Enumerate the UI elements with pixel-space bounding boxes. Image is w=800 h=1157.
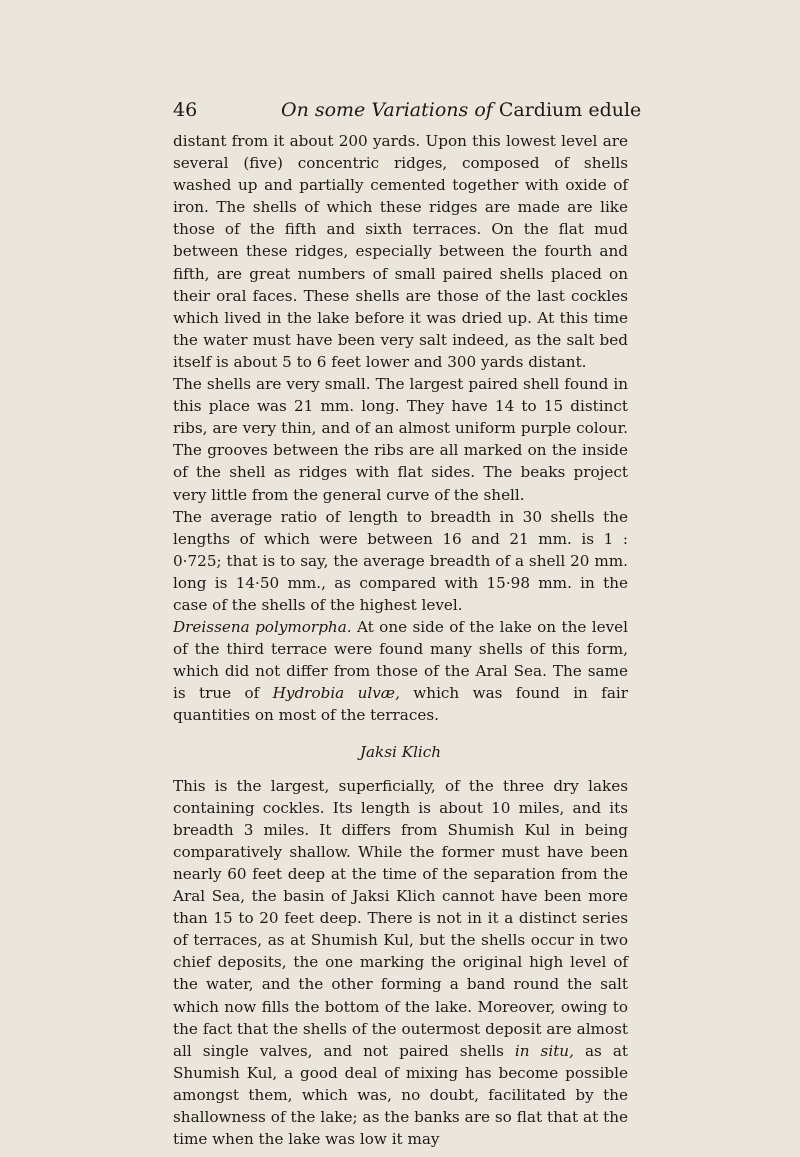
species-hydrobia: Hydrobia ulvæ,: [272, 684, 400, 703]
title-italic-of: of: [474, 99, 493, 121]
jaksi-text-1: This is the largest, superficially, of the three dry lakes containing cockles. Its length is about 10 miles, and its breadth 3 miles. It differs from Shumish Kul in being comparatively shallow. While the former must have been nearly 60 feet deep at the time of the separation from the Aral Sea, the basin of Jaksi Klich cannot have been more than 15 to 20 feet deep. There is not in it a distinct series of terraces, as at Shumish Kul, but the shells occur in two chief deposits, the one marking the original high level of the water, and the other forming a band round the salt which now fills the bottom of the lake. Moreover, owing to the fact that the shells of the outermost deposit are almost all single valves, and not paired shells: [173, 776, 628, 1060]
species-dreissena: Dreissena polymorpha.: [173, 618, 352, 637]
paragraph-dreissena: [173, 616, 628, 726]
paragraph-jaksi-klich: [173, 775, 628, 1151]
dreissena-text-1: At one side of the lake on the level of the third terrace were found many shells of this form, which did not differ from those of the Aral Sea. The same is true of: [173, 618, 629, 703]
page-number: 46: [173, 99, 198, 121]
paragraph-1: distant from it about 200 yards. Upon this lowest level are several (five) concentric ridges, composed of shells washed up and partially cemented together with oxide of iron. The shells of which these ridges are made are like those of the fifth and sixth terraces. On the flat mud between these ridges, especially between the fourth and fifth, are great numbers of small paired shells placed on their oral faces. These shells are those of the last cockles which lived in the lake before it was dried up. At this time the water must have been very salt indeed, as the salt bed itself is about 5 to 6 feet lower and 300 yards distant.: [173, 132, 628, 371]
jaksi-text-2: as at Shumish Kul, a good deal of mixing has become possible amongst them, which was, no doubt, facilitated by the shallowness of the lake; as the banks are so flat that at the time when the lake was low it may: [173, 1041, 628, 1149]
paragraph-3: The average ratio of length to breadth in 30 shells the lengths of which were between 16 and 21 mm. is 1 : 0·725; that is to say, the average breadth of a shell 20 mm. long is 14·50 mm., as compared with 15·98 mm. in the case of the shells of the highest level.: [173, 507, 628, 614]
title-italic-part: On some Variations: [281, 99, 469, 121]
dreissena-text-2: which was found in fair quantities on most of the terraces.: [173, 684, 628, 725]
body-text: [173, 130, 628, 1150]
title-species: Cardium edule: [498, 99, 642, 121]
section-heading: Jaksi Klich: [359, 742, 442, 761]
running-title: [281, 98, 641, 122]
paragraph-2: The shells are very small. The largest paired shell found in this place was 21 mm. long. They have 14 to 15 distinct ribs, are very thin, and of an almost uniform purple colour. The grooves between the ribs are all marked on the inside of the shell as ridges with flat sides. The beaks project very little from the general curve of the shell.: [173, 375, 628, 504]
in-situ-phrase: in situ,: [514, 1041, 574, 1060]
